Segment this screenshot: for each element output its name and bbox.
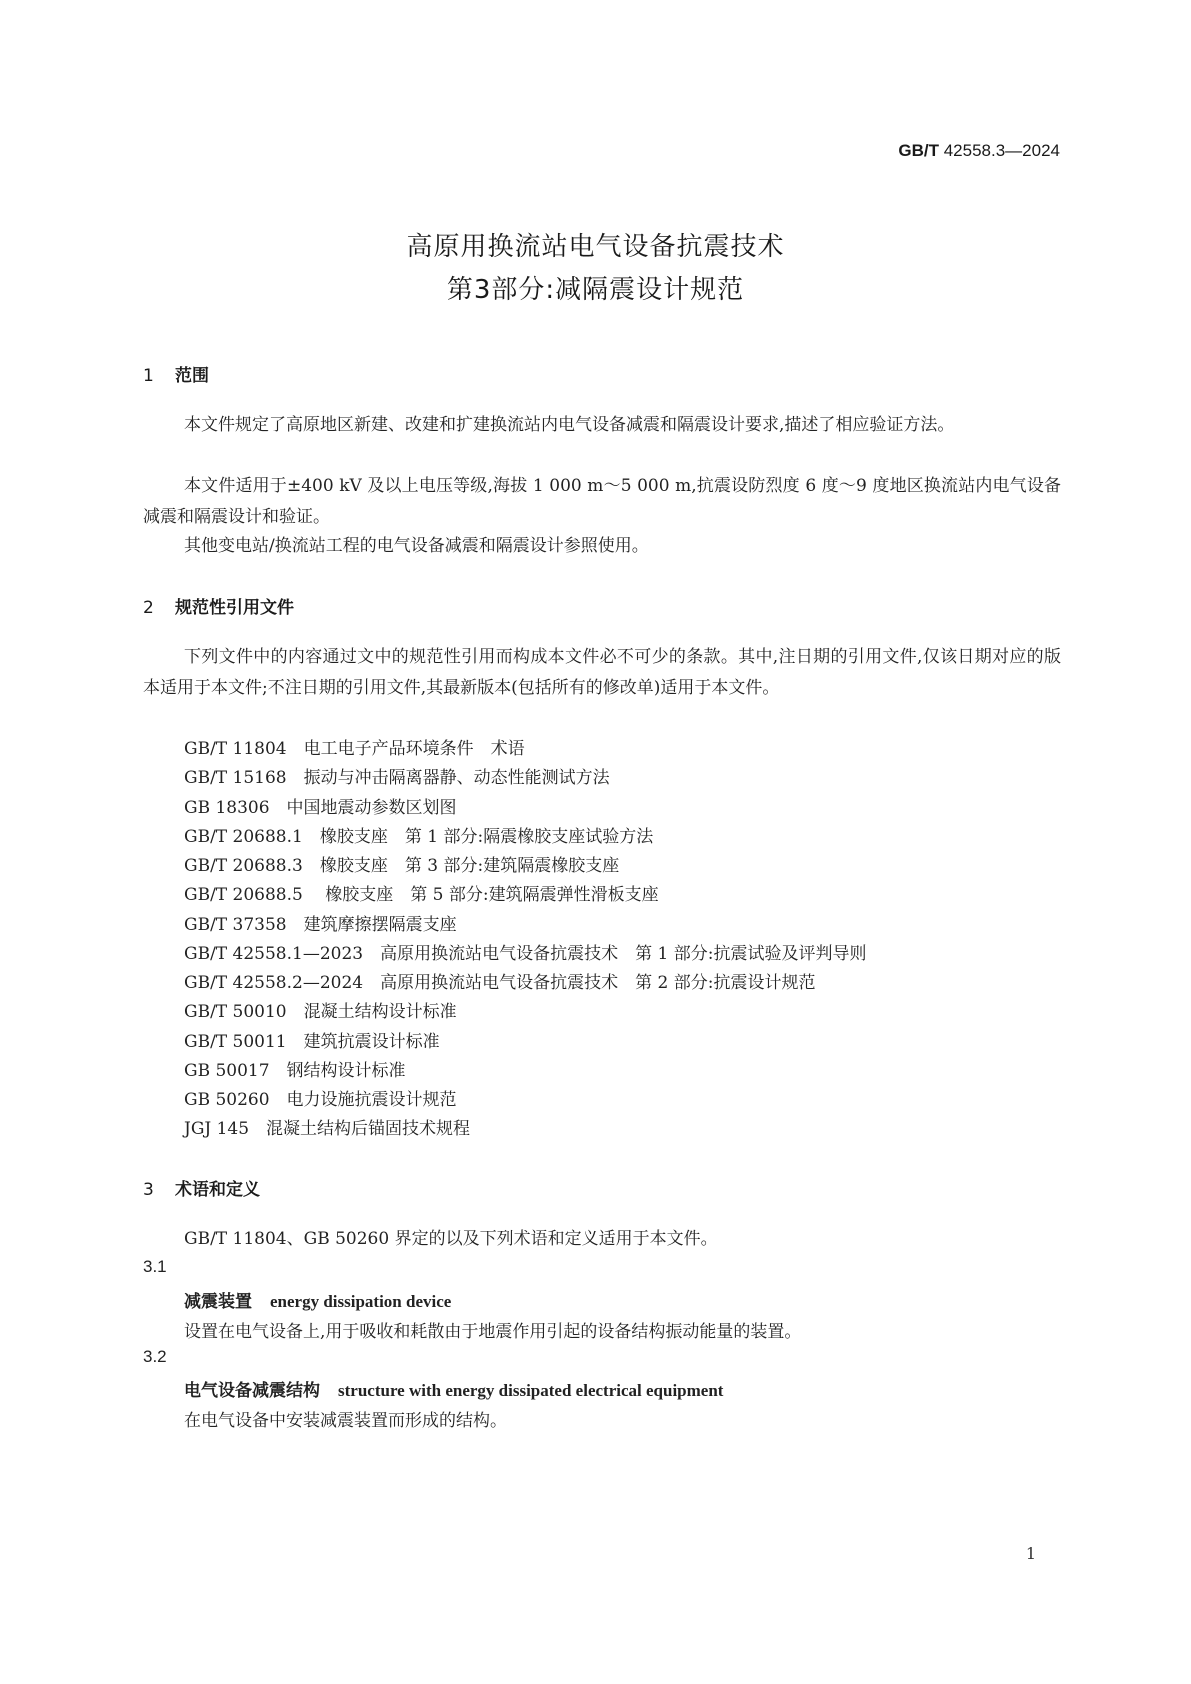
reference-item: JGJ 145 混凝土结构后锚固技术规程 <box>184 1119 471 1139</box>
section-title: 术语和定义 <box>175 1180 260 1200</box>
reference-item: GB/T 20688.1 橡胶支座 第 1 部分:隔震橡胶支座试验方法 <box>184 827 654 847</box>
section-1-paragraph-3: 其他变电站/换流站工程的电气设备减震和隔震设计参照使用。 <box>184 536 649 556</box>
page-number: 1 <box>1025 1544 1036 1563</box>
section-number: 3 <box>143 1180 154 1200</box>
term-chinese: 减震装置 <box>184 1292 252 1312</box>
standard-code <box>898 141 1060 161</box>
reference-item: GB/T 20688.3 橡胶支座 第 3 部分:建筑隔震橡胶支座 <box>184 856 620 876</box>
reference-item: GB 18306 中国地震动参数区划图 <box>184 798 457 818</box>
reference-item: GB/T 11804 电工电子产品环境条件 术语 <box>184 739 525 759</box>
term-definition: 在电气设备中安装减震装置而形成的结构。 <box>184 1411 507 1431</box>
document-title-line-1: 高原用换流站电气设备抗震技术 <box>406 232 785 262</box>
term-chinese: 电气设备减震结构 <box>184 1381 320 1401</box>
section-3-heading <box>143 1175 260 1200</box>
term-heading <box>184 1376 723 1401</box>
section-1-heading <box>143 361 209 386</box>
reference-item: GB/T 15168 振动与冲击隔离器静、动态性能测试方法 <box>184 768 610 788</box>
section-2-intro: 下列文件中的内容通过文中的规范性引用而构成本文件必不可少的条款。其中,注日期的引用文件,仅该日期对应的版本适用于本文件;不注日期的引用文件,其最新版本(包括所有的修改单)适用于本文件。 <box>143 647 1061 698</box>
section-title: 规范性引用文件 <box>175 598 294 618</box>
reference-item: GB/T 20688.5 橡胶支座 第 5 部分:建筑隔震弹性滑板支座 <box>184 885 659 905</box>
reference-item: GB/T 37358 建筑摩擦摆隔震支座 <box>184 915 457 935</box>
reference-item: GB 50017 钢结构设计标准 <box>184 1061 406 1081</box>
section-1-paragraph-1: 本文件规定了高原地区新建、改建和扩建换流站内电气设备减震和隔震设计要求,描述了相应验证方法。 <box>184 415 955 435</box>
term-definition: 设置在电气设备上,用于吸收和耗散由于地震作用引起的设备结构振动能量的装置。 <box>184 1322 802 1342</box>
term-english: structure with energy dissipated electrical equipment <box>338 1381 724 1400</box>
reference-item: GB/T 42558.2—2024 高原用换流站电气设备抗震技术 第 2 部分:抗震设计规范 <box>184 973 816 993</box>
reference-item: GB/T 50010 混凝土结构设计标准 <box>184 1002 457 1022</box>
term-heading <box>184 1287 451 1312</box>
reference-item: GB 50260 电力设施抗震设计规范 <box>184 1090 457 1110</box>
section-2-heading <box>143 593 294 618</box>
standard-prefix: GB/T <box>898 141 939 160</box>
term-number: 3.1 <box>143 1257 167 1276</box>
document-title-line-2: 第3部分:减隔震设计规范 <box>446 275 745 305</box>
section-number: 1 <box>143 366 154 386</box>
reference-item: GB/T 50011 建筑抗震设计标准 <box>184 1032 440 1052</box>
section-title: 范围 <box>175 366 209 386</box>
term-english: energy dissipation device <box>270 1292 452 1311</box>
section-1-paragraph-2: 本文件适用于±400 kV 及以上电压等级,海拔 1 000 m～5 000 m,抗震设防烈度 6 度～9 度地区换流站内电气设备减震和隔震设计和验证。 <box>143 476 1061 527</box>
reference-item: GB/T 42558.1—2023 高原用换流站电气设备抗震技术 第 1 部分:抗震试验及评判导则 <box>184 944 867 964</box>
section-number: 2 <box>143 598 154 618</box>
section-3-intro: GB/T 11804、GB 50260 界定的以及下列术语和定义适用于本文件。 <box>184 1229 718 1249</box>
term-number: 3.2 <box>143 1347 167 1366</box>
standard-number: 42558.3—2024 <box>943 141 1060 160</box>
